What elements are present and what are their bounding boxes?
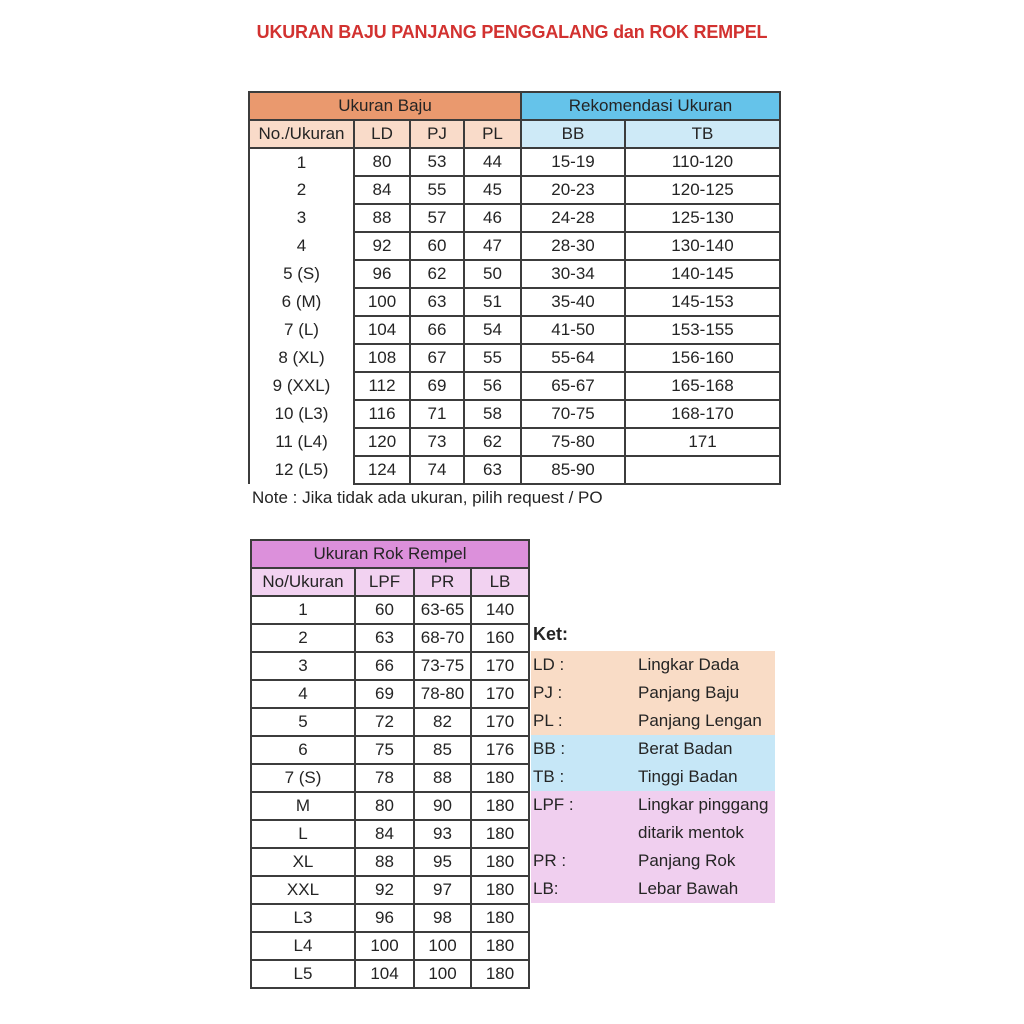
cell: 95	[414, 848, 471, 876]
table-row	[251, 736, 529, 764]
cell: 53	[410, 148, 464, 176]
cell: 176	[471, 736, 529, 764]
legend-row	[531, 791, 775, 819]
rok-group-header-row	[251, 540, 529, 568]
cell: 100	[414, 960, 471, 988]
cell: 66	[410, 316, 464, 344]
cell: 112	[354, 372, 410, 400]
cell: 65-67	[521, 372, 625, 400]
cell: 140	[471, 596, 529, 624]
cell: 60	[410, 232, 464, 260]
cell: 104	[354, 316, 410, 344]
cell: 82	[414, 708, 471, 736]
column-header: PR	[414, 568, 471, 596]
cell: 3	[249, 204, 354, 232]
cell: 63-65	[414, 596, 471, 624]
table-row	[251, 848, 529, 876]
cell: 54	[464, 316, 521, 344]
cell: 28-30	[521, 232, 625, 260]
legend-def: Berat Badan	[638, 739, 733, 758]
table-row	[251, 792, 529, 820]
cell: 6	[251, 736, 355, 764]
rok-column-header-row	[251, 568, 529, 596]
cell: 75-80	[521, 428, 625, 456]
cell: 78-80	[414, 680, 471, 708]
legend-row	[531, 679, 775, 707]
legend-row	[531, 819, 775, 847]
table-row	[251, 652, 529, 680]
cell: 62	[464, 428, 521, 456]
cell: 63	[410, 288, 464, 316]
cell: 90	[414, 792, 471, 820]
cell: 124	[354, 456, 410, 484]
legend-row	[531, 707, 775, 735]
cell: 4	[251, 680, 355, 708]
cell: 2	[249, 176, 354, 204]
cell: 180	[471, 764, 529, 792]
cell: 180	[471, 792, 529, 820]
cell: L5	[251, 960, 355, 988]
legend-row	[531, 651, 775, 679]
cell: 35-40	[521, 288, 625, 316]
cell: 6 (M)	[249, 288, 354, 316]
cell: 10 (L3)	[249, 400, 354, 428]
cell: 170	[471, 680, 529, 708]
rok-size-table	[250, 539, 530, 989]
cell: 180	[471, 932, 529, 960]
cell: 70-75	[521, 400, 625, 428]
table-row	[249, 400, 780, 428]
cell: 75	[355, 736, 414, 764]
table-row	[249, 456, 780, 484]
cell: 88	[414, 764, 471, 792]
table-row	[251, 596, 529, 624]
cell: 15-19	[521, 148, 625, 176]
cell: 180	[471, 848, 529, 876]
cell: 58	[464, 400, 521, 428]
cell: 47	[464, 232, 521, 260]
table-row	[251, 904, 529, 932]
cell: 145-153	[625, 288, 780, 316]
table-row	[249, 148, 780, 176]
cell: 66	[355, 652, 414, 680]
legend-row	[531, 735, 775, 763]
cell: 97	[414, 876, 471, 904]
cell: 80	[354, 148, 410, 176]
cell: 78	[355, 764, 414, 792]
table-row	[249, 372, 780, 400]
cell: 8 (XL)	[249, 344, 354, 372]
cell: 41-50	[521, 316, 625, 344]
baju-size-table	[248, 91, 781, 485]
legend-abbr: TB :	[533, 767, 565, 786]
column-header: TB	[625, 120, 780, 148]
legend-def: Lebar Bawah	[638, 879, 739, 898]
cell: 96	[355, 904, 414, 932]
cell: 116	[354, 400, 410, 428]
cell: 100	[355, 932, 414, 960]
legend-group-rekomendasi	[531, 735, 775, 791]
cell: 104	[355, 960, 414, 988]
table-row	[249, 288, 780, 316]
table-row	[249, 316, 780, 344]
legend	[531, 624, 775, 903]
column-header: BB	[521, 120, 625, 148]
column-header: LB	[471, 568, 529, 596]
column-header: No./Ukuran	[249, 120, 354, 148]
cell: 84	[354, 176, 410, 204]
cell: 85	[414, 736, 471, 764]
table-row	[251, 624, 529, 652]
rekomendasi-group-header: Rekomendasi Ukuran	[521, 92, 780, 120]
legend-abbr: LPF :	[533, 795, 574, 814]
cell: 125-130	[625, 204, 780, 232]
table-row	[251, 960, 529, 988]
cell: 62	[410, 260, 464, 288]
legend-abbr: PJ :	[533, 683, 563, 702]
cell: 20-23	[521, 176, 625, 204]
cell: XL	[251, 848, 355, 876]
cell: 60	[355, 596, 414, 624]
cell: 30-34	[521, 260, 625, 288]
cell: M	[251, 792, 355, 820]
cell: 80	[355, 792, 414, 820]
cell: 46	[464, 204, 521, 232]
cell: 5 (S)	[249, 260, 354, 288]
cell: 120	[354, 428, 410, 456]
legend-def: Panjang Rok	[638, 851, 736, 870]
rok-group-header: Ukuran Rok Rempel	[251, 540, 529, 568]
table-row	[251, 764, 529, 792]
cell: 180	[471, 904, 529, 932]
table-row	[249, 260, 780, 288]
cell: 180	[471, 820, 529, 848]
column-header: No/Ukuran	[251, 568, 355, 596]
cell: 67	[410, 344, 464, 372]
cell: 96	[354, 260, 410, 288]
table-row	[249, 204, 780, 232]
cell: 93	[414, 820, 471, 848]
cell: 11 (L4)	[249, 428, 354, 456]
cell: 7 (S)	[251, 764, 355, 792]
cell: 3	[251, 652, 355, 680]
cell: 5	[251, 708, 355, 736]
cell: 4	[249, 232, 354, 260]
cell: 24-28	[521, 204, 625, 232]
cell: 92	[354, 232, 410, 260]
cell: 44	[464, 148, 521, 176]
legend-def: Panjang Baju	[638, 683, 740, 702]
table-row	[251, 932, 529, 960]
cell: 153-155	[625, 316, 780, 344]
cell: 165-168	[625, 372, 780, 400]
cell: 45	[464, 176, 521, 204]
legend-abbr: PL :	[533, 711, 563, 730]
table-row	[251, 820, 529, 848]
cell: 88	[355, 848, 414, 876]
legend-group-baju	[531, 651, 775, 735]
cell: 180	[471, 960, 529, 988]
cell	[625, 456, 780, 484]
cell: 160	[471, 624, 529, 652]
cell: XXL	[251, 876, 355, 904]
cell: 110-120	[625, 148, 780, 176]
cell: 68-70	[414, 624, 471, 652]
legend-group-rok	[531, 791, 775, 903]
legend-row	[531, 847, 775, 875]
cell: 72	[355, 708, 414, 736]
cell: 1	[251, 596, 355, 624]
legend-title: Ket:	[533, 624, 568, 644]
cell: 140-145	[625, 260, 780, 288]
legend-def: Lingkar pinggang	[638, 795, 769, 814]
cell: 69	[355, 680, 414, 708]
legend-def: Panjang Lengan	[638, 711, 762, 730]
cell: 108	[354, 344, 410, 372]
table-row	[249, 344, 780, 372]
legend-row	[531, 875, 775, 903]
cell: 63	[355, 624, 414, 652]
baju-group-header-row	[249, 92, 780, 120]
cell: 100	[414, 932, 471, 960]
cell: 12 (L5)	[249, 456, 354, 484]
cell: 88	[354, 204, 410, 232]
cell: 130-140	[625, 232, 780, 260]
cell: 73	[410, 428, 464, 456]
cell: 168-170	[625, 400, 780, 428]
cell: L	[251, 820, 355, 848]
page-title: UKURAN BAJU PANJANG PENGGALANG dan ROK REMPEL	[256, 22, 768, 42]
cell: 73-75	[414, 652, 471, 680]
legend-abbr: BB :	[533, 739, 566, 758]
table-row	[251, 680, 529, 708]
legend-abbr: LD :	[533, 655, 565, 674]
table-row	[249, 232, 780, 260]
baju-column-header-row	[249, 120, 780, 148]
cell: 120-125	[625, 176, 780, 204]
cell: 63	[464, 456, 521, 484]
column-header: LPF	[355, 568, 414, 596]
cell: 55-64	[521, 344, 625, 372]
cell: 69	[410, 372, 464, 400]
table-row	[251, 876, 529, 904]
cell: 170	[471, 652, 529, 680]
note-text: Note : Jika tidak ada ukuran, pilih request / PO	[252, 488, 603, 507]
column-header: LD	[354, 120, 410, 148]
cell: 100	[354, 288, 410, 316]
legend-abbr: PR :	[533, 851, 567, 870]
cell: 74	[410, 456, 464, 484]
legend-row	[531, 763, 775, 791]
legend-def: Lingkar Dada	[638, 655, 740, 674]
baju-group-header: Ukuran Baju	[249, 92, 521, 120]
column-header: PJ	[410, 120, 464, 148]
cell: 98	[414, 904, 471, 932]
cell: 156-160	[625, 344, 780, 372]
cell: 57	[410, 204, 464, 232]
cell: 71	[410, 400, 464, 428]
cell: 171	[625, 428, 780, 456]
legend-def: ditarik mentok	[638, 823, 744, 842]
cell: L3	[251, 904, 355, 932]
cell: 51	[464, 288, 521, 316]
cell: 55	[464, 344, 521, 372]
cell: 9 (XXL)	[249, 372, 354, 400]
cell: 2	[251, 624, 355, 652]
column-header: PL	[464, 120, 521, 148]
cell: L4	[251, 932, 355, 960]
cell: 55	[410, 176, 464, 204]
table-row	[249, 428, 780, 456]
cell: 1	[249, 148, 354, 176]
legend-def: Tinggi Badan	[638, 767, 738, 786]
cell: 84	[355, 820, 414, 848]
cell: 85-90	[521, 456, 625, 484]
cell: 92	[355, 876, 414, 904]
cell: 50	[464, 260, 521, 288]
legend-abbr: LB:	[533, 879, 559, 898]
cell: 56	[464, 372, 521, 400]
cell: 170	[471, 708, 529, 736]
cell: 7 (L)	[249, 316, 354, 344]
table-row	[249, 176, 780, 204]
cell: 180	[471, 876, 529, 904]
table-row	[251, 708, 529, 736]
